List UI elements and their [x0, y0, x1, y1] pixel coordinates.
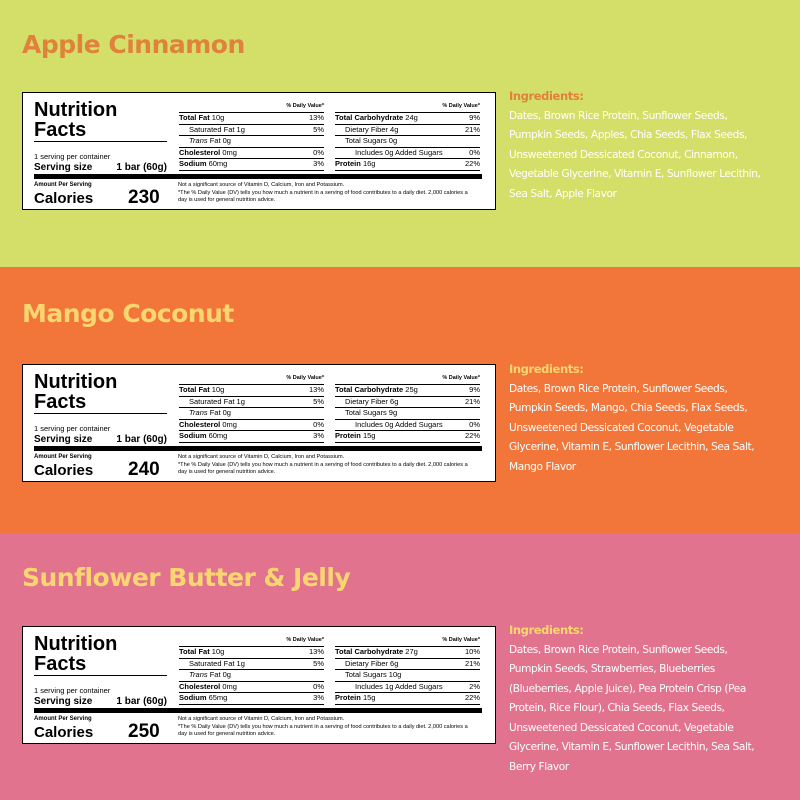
nutrient-row: Includes 0g Added Sugars 0%: [335, 147, 480, 159]
product-section-mango-coconut: [0, 267, 800, 533]
nutrients-left-column: [179, 103, 324, 171]
nutrients-right-column: [335, 103, 480, 171]
nutrients-left-column: [179, 637, 324, 705]
nutrient-row: Dietary Fiber 6g 21%: [335, 396, 480, 408]
servings-per-container: 1 serving per container: [34, 686, 111, 695]
dv-header: % Daily Value*: [286, 375, 324, 381]
label-footnote: Not a significant source of Vitamin D, Calcium, Iron and Potassium. *The % Daily Value (DV) tells you how much a nutrient in a serving of food contributes to a daily diet. 2,000 calories a day is used for general nutrition advice.: [178, 454, 468, 475]
nutrient-row: Total Sugars 0g: [335, 135, 480, 147]
ingredients-block: [509, 360, 761, 477]
amount-per-serving: Amount Per Serving: [34, 454, 92, 460]
ingredients-block: [509, 87, 761, 204]
product-title: Mango Coconut: [22, 299, 234, 328]
ingredients-text: Dates, Brown Rice Protein, Sunflower Seeds, Pumpkin Seeds, Strawberries, Blueberries (Blueberries, Apple Juice), Pea Protein Crisp (Pea Protein, Rice Flour), Chia Seeds, Flax Seeds, Unsweetened Dessicated Coconut, Vegetable Glycerine, Vitamin E, Sunflower Lecithin, Sea Salt, Berry Flavor: [509, 643, 755, 773]
calories-label: Calories: [34, 462, 94, 479]
product-section-apple-cinnamon: [0, 0, 800, 267]
nutrient-row: Saturated Fat 1g 5%: [179, 658, 324, 670]
nutrient-row: Dietary Fiber 6g 21%: [335, 658, 480, 670]
nutrient-row: Saturated Fat 1g 5%: [179, 396, 324, 408]
nutrient-row: Total Carbohydrate 25g 9%: [335, 385, 480, 394]
label-title: Nutrition Facts: [34, 371, 118, 413]
nutrient-row: Protein 15g 22%: [335, 430, 480, 443]
nutrient-row: Protein 16g 22%: [335, 158, 480, 171]
nutrient-row: Trans Fat 0g: [179, 135, 324, 147]
product-section-sunflower-butter-jelly: [0, 533, 800, 800]
nutrient-row: Protein 15g 22%: [335, 692, 480, 705]
nutrient-row: Total Carbohydrate 24g 9%: [335, 113, 480, 122]
calories-value: 250: [128, 721, 160, 742]
ingredients-text: Dates, Brown Rice Protein, Sunflower Seeds, Pumpkin Seeds, Mango, Chia Seeds, Flax Seeds, Unsweetened Dessicated Coconut, Vegetable Glycerine, Vitamin E, Sunflower Lecithin, Sea Salt, Mango Flavor: [509, 382, 755, 473]
nutrient-row: Trans Fat 0g: [179, 669, 324, 681]
serving-size: [34, 696, 167, 707]
dv-header: % Daily Value*: [286, 103, 324, 109]
thick-divider: [34, 708, 482, 713]
servings-per-container: 1 serving per container: [34, 424, 111, 433]
ingredients-heading: Ingredients:: [509, 362, 584, 376]
nutrition-facts-label: [22, 364, 496, 482]
nutrient-row: Total Fat 10g 13%: [179, 647, 324, 656]
label-title: Nutrition Facts: [34, 99, 118, 141]
amount-per-serving: Amount Per Serving: [34, 182, 92, 188]
nutrients-right-column: [335, 375, 480, 443]
label-title: Nutrition Facts: [34, 633, 118, 675]
serving-size-value: 1 bar (60g): [116, 434, 167, 445]
nutrition-facts-label: [22, 92, 496, 210]
ingredients-heading: Ingredients:: [509, 623, 584, 637]
serving-size-label: Serving size: [34, 696, 93, 707]
calories-label: Calories: [34, 190, 94, 207]
calories-label: Calories: [34, 724, 94, 741]
nutrient-row: Sodium 60mg 3%: [179, 158, 324, 171]
nutrient-row: Includes 1g Added Sugars 2%: [335, 681, 480, 693]
dv-header: % Daily Value*: [442, 103, 480, 109]
serving-size-value: 1 bar (60g): [116, 696, 167, 707]
nutrient-row: Total Sugars 9g: [335, 407, 480, 419]
product-title: Sunflower Butter & Jelly: [22, 563, 351, 592]
label-footnote: Not a significant source of Vitamin D, Calcium, Iron and Potassium. *The % Daily Value (DV) tells you how much a nutrient in a serving of food contributes to a daily diet. 2,000 calories a day is used for general nutrition advice.: [178, 182, 468, 203]
label-footnote: Not a significant source of Vitamin D, Calcium, Iron and Potassium. *The % Daily Value (DV) tells you how much a nutrient in a serving of food contributes to a daily diet. 2,000 calories a day is used for general nutrition advice.: [178, 716, 468, 737]
nutrient-row: Sodium 65mg 3%: [179, 692, 324, 705]
nutrient-row: Cholesterol 0mg 0%: [179, 681, 324, 691]
serving-size-label: Serving size: [34, 434, 93, 445]
nutrition-facts-label: [22, 626, 496, 744]
nutrient-row: Total Sugars 10g: [335, 669, 480, 681]
amount-per-serving: Amount Per Serving: [34, 716, 92, 722]
calories-value: 230: [128, 187, 160, 208]
dv-header: % Daily Value*: [442, 375, 480, 381]
thick-divider: [34, 174, 482, 179]
nutrient-row: Saturated Fat 1g 5%: [179, 124, 324, 136]
nutrient-row: Includes 0g Added Sugars 0%: [335, 419, 480, 431]
ingredients-block: [509, 621, 761, 777]
serving-size-label: Serving size: [34, 162, 93, 173]
nutrients-right-column: [335, 637, 480, 705]
nutrient-row: Trans Fat 0g: [179, 407, 324, 419]
nutrient-row: Dietary Fiber 4g 21%: [335, 124, 480, 136]
nutrient-row: Cholesterol 0mg 0%: [179, 419, 324, 429]
ingredients-heading: Ingredients:: [509, 89, 584, 103]
thick-divider: [34, 446, 482, 451]
nutrients-left-column: [179, 375, 324, 443]
nutrient-row: Total Carbohydrate 27g 10%: [335, 647, 480, 656]
nutrient-row: Cholesterol 0mg 0%: [179, 147, 324, 157]
servings-per-container: 1 serving per container: [34, 152, 111, 161]
nutrient-row: Total Fat 10g 13%: [179, 385, 324, 394]
serving-size: [34, 434, 167, 445]
nutrient-row: Sodium 60mg 3%: [179, 430, 324, 443]
serving-size: [34, 162, 167, 173]
product-title: Apple Cinnamon: [22, 30, 245, 59]
dv-header: % Daily Value*: [442, 637, 480, 643]
ingredients-text: Dates, Brown Rice Protein, Sunflower Seeds, Pumpkin Seeds, Apples, Chia Seeds, Flax Seeds, Unsweetened Dessicated Coconut, Cinnamon, Vegetable Glycerine, Vitamin E, Sunflower Lecithin, Sea Salt, Apple Flavor: [509, 109, 761, 200]
dv-header: % Daily Value*: [286, 637, 324, 643]
serving-size-value: 1 bar (60g): [116, 162, 167, 173]
calories-value: 240: [128, 459, 160, 480]
nutrient-row: Total Fat 10g 13%: [179, 113, 324, 122]
